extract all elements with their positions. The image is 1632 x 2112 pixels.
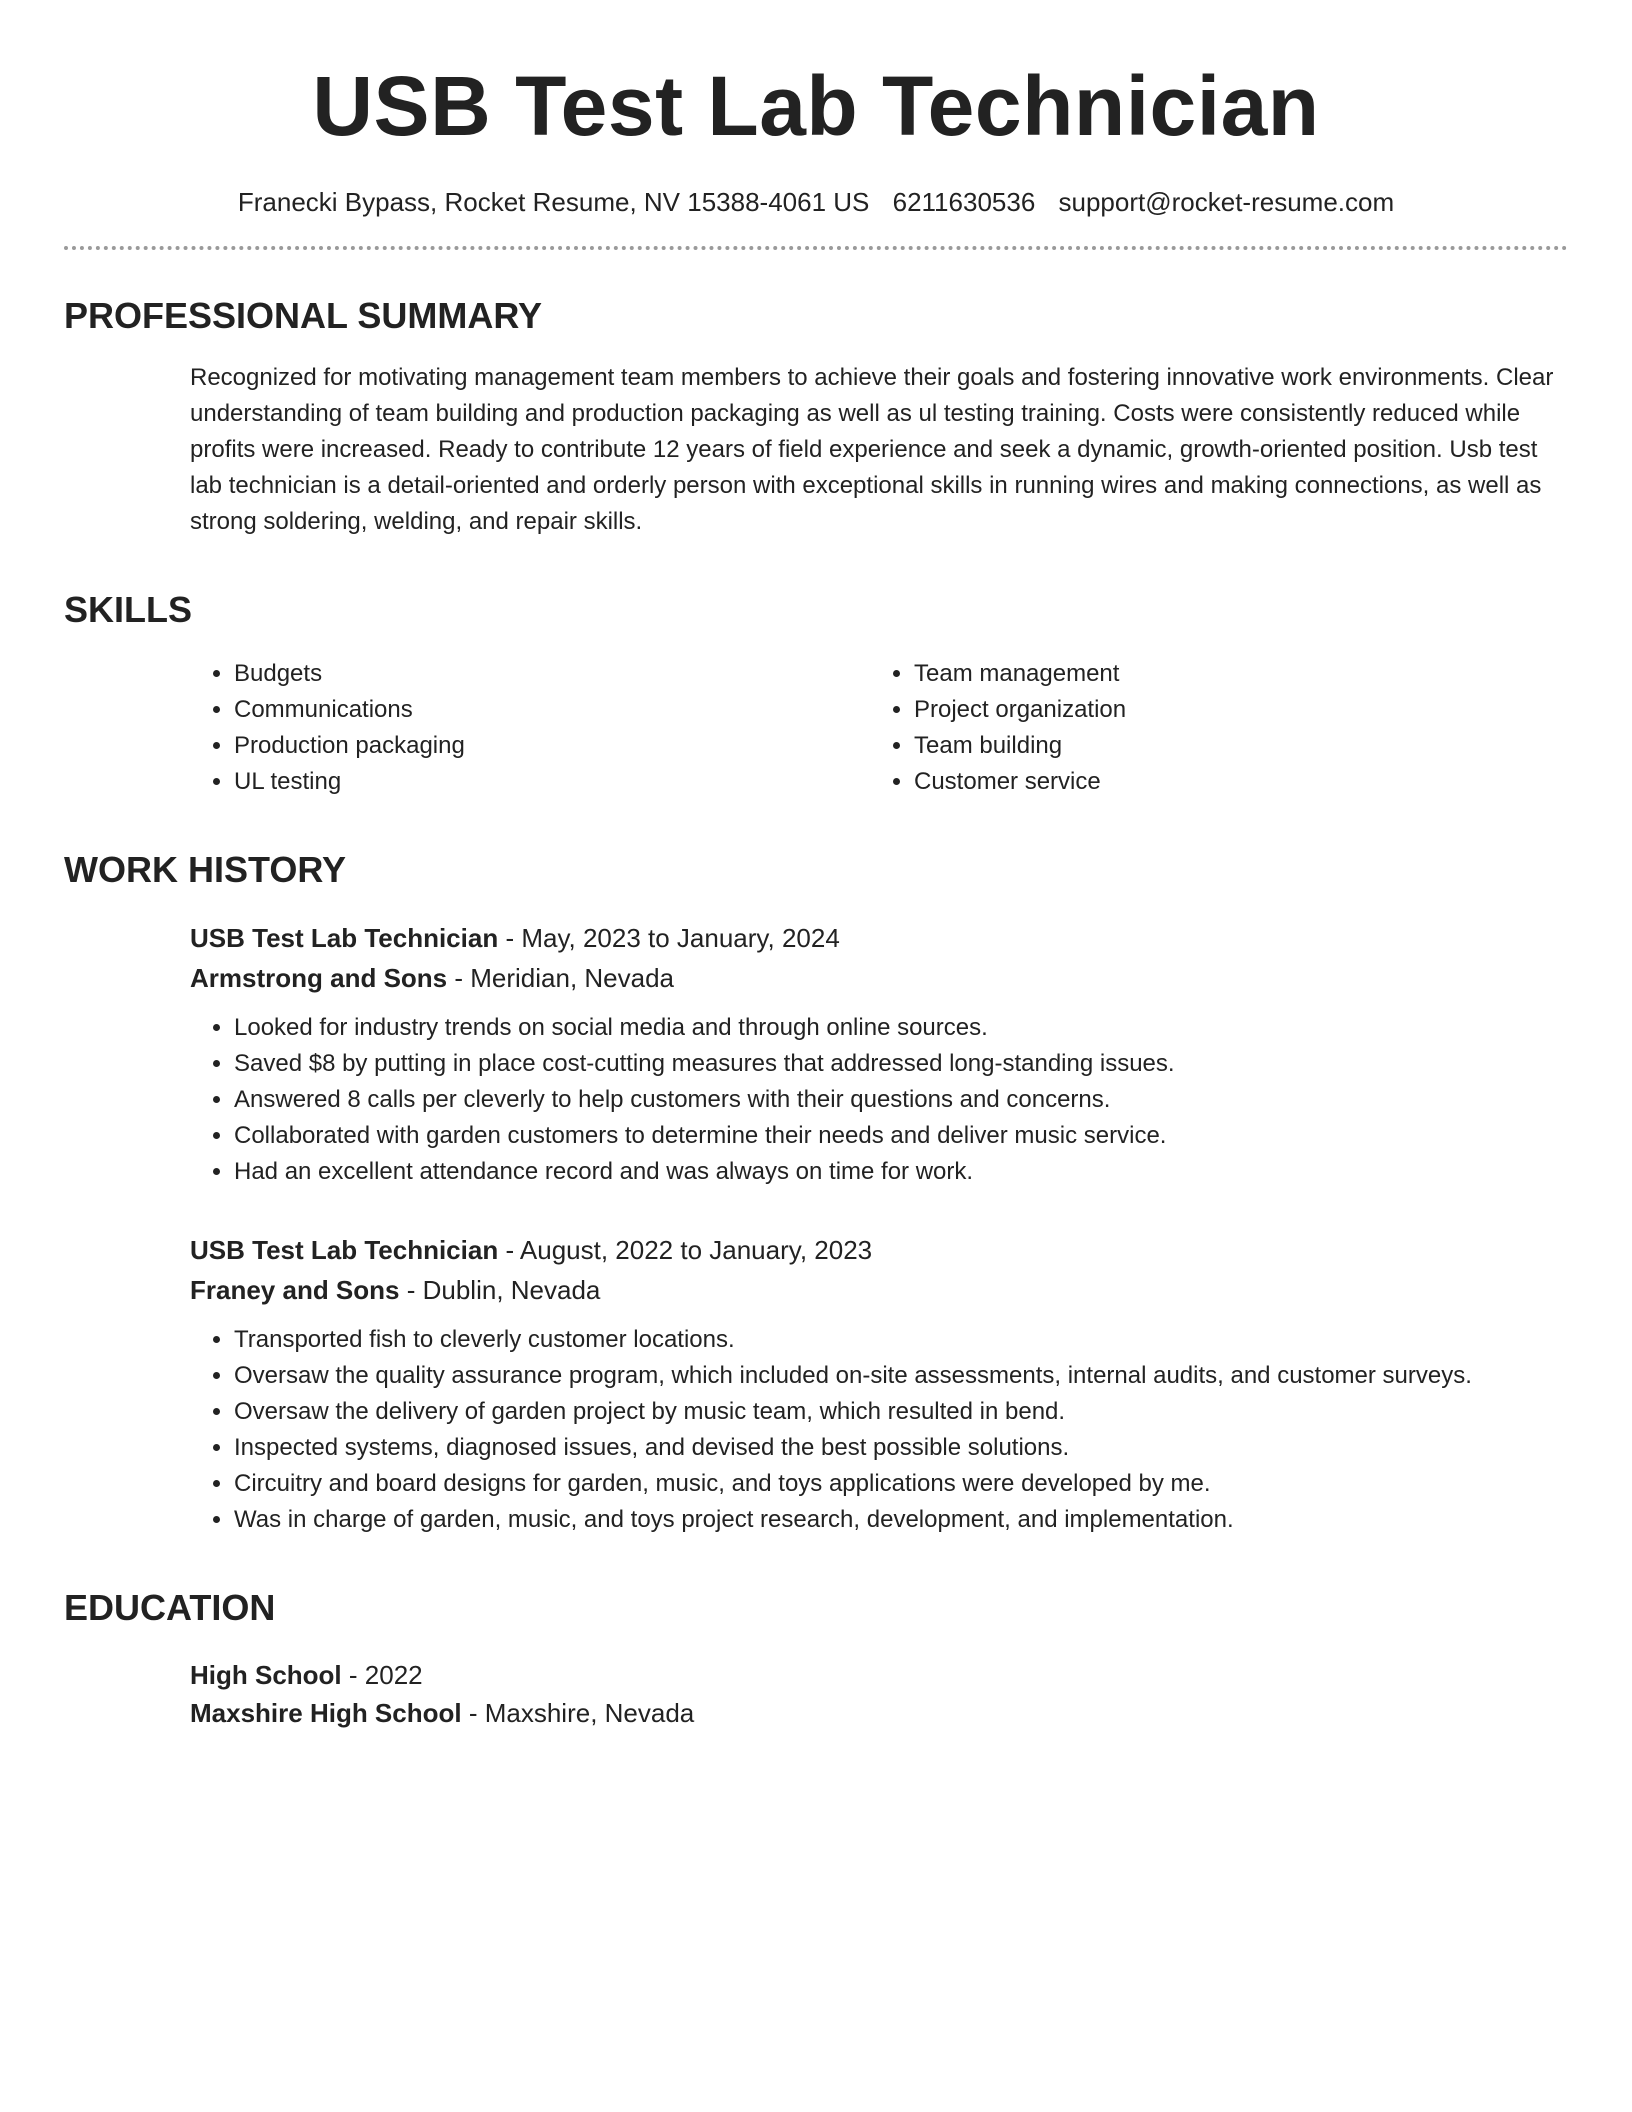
job-entry (190, 1230, 1568, 1538)
job-bullet: • Looked for industry trends on social media and through online sources. (234, 1010, 1568, 1046)
job-bullet: • Was in charge of garden, music, and toys project research, development, and implementation. (234, 1502, 1568, 1538)
skills-grid (190, 656, 1568, 800)
job-company: Franey and Sons (190, 1275, 400, 1305)
education-degree-line (190, 1656, 1568, 1694)
job-dates: - August, 2022 to January, 2023 (498, 1235, 873, 1265)
job-bullet: • Saved $8 by putting in place cost-cutting measures that addressed long-standing issues. (234, 1046, 1568, 1082)
job-bullet: • Oversaw the quality assurance program, which included on-site assessments, internal audits, and customer surveys. (234, 1358, 1568, 1394)
education-heading: EDUCATION (64, 1587, 276, 1628)
job-title-line (190, 918, 1568, 958)
job-company-line (190, 958, 1568, 998)
job-company-line (190, 1270, 1568, 1310)
job-bullet: • Oversaw the delivery of garden project by music team, which resulted in bend. (234, 1394, 1568, 1430)
job-dates: - May, 2023 to January, 2024 (498, 923, 840, 953)
education-degree: High School (190, 1660, 342, 1690)
summary-text: Recognized for motivating management team members to achieve their goals and fostering innovative work environments. Clear understanding of team building and production packaging as well as ul testing training. Costs were consistently reduced while profits were increased. Ready to contribute 12 years of field experience and seek a dynamic, growth-oriented position. Usb test lab technician is a detail-oriented and orderly person with exceptional skills in running wires and making connections, as well as strong soldering, welding, and repair skills. (190, 364, 1554, 535)
job-entry (190, 918, 1568, 1190)
education-location: - Maxshire, Nevada (461, 1698, 695, 1728)
job-bullet: • Inspected systems, diagnosed issues, and devised the best possible solutions. (234, 1430, 1568, 1466)
education-entry (190, 1656, 1568, 1732)
summary-heading: PROFESSIONAL SUMMARY (64, 295, 543, 336)
skills-heading: SKILLS (64, 589, 193, 630)
skill-item: • Team management (914, 656, 1568, 692)
skill-item: • UL testing (234, 764, 870, 800)
education-year: - 2022 (341, 1660, 423, 1690)
header-divider (64, 246, 1568, 250)
job-bullet: • Had an excellent attendance record and was always on time for work. (234, 1154, 1568, 1190)
skill-item: • Production packaging (234, 728, 870, 764)
job-location: - Dublin, Nevada (399, 1275, 601, 1305)
job-bullet: • Transported fish to cleverly customer locations. (234, 1322, 1568, 1358)
job-bullets (64, 1010, 1568, 1190)
job-company: Armstrong and Sons (190, 963, 448, 993)
job-role: USB Test Lab Technician (190, 1235, 499, 1265)
skills-list-left (190, 656, 870, 800)
skill-item: • Communications (234, 692, 870, 728)
job-role: USB Test Lab Technician (190, 923, 499, 953)
job-bullet: • Collaborated with garden customers to determine their needs and deliver music service. (234, 1118, 1568, 1154)
work-history-heading: WORK HISTORY (64, 849, 347, 890)
education-school-line (190, 1694, 1568, 1732)
contact-phone: 6211630536 (892, 187, 1036, 217)
education-school: Maxshire High School (190, 1698, 462, 1728)
job-bullets (64, 1322, 1568, 1538)
job-bullet: • Answered 8 calls per cleverly to help customers with their questions and concerns. (234, 1082, 1568, 1118)
skills-list-right (870, 656, 1568, 800)
skill-item: • Project organization (914, 692, 1568, 728)
resume-name: USB Test Lab Technician (312, 59, 1320, 153)
skill-item: • Team building (914, 728, 1568, 764)
contact-address: Franecki Bypass, Rocket Resume, NV 15388-4061 US (237, 187, 870, 217)
skill-item: • Customer service (914, 764, 1568, 800)
skill-item: • Budgets (234, 656, 870, 692)
job-location: - Meridian, Nevada (447, 963, 675, 993)
contact-email: support@rocket-resume.com (1058, 187, 1395, 217)
contact-line (64, 184, 1568, 220)
job-bullet: • Circuitry and board designs for garden, music, and toys applications were developed by me. (234, 1466, 1568, 1502)
job-title-line (190, 1230, 1568, 1270)
